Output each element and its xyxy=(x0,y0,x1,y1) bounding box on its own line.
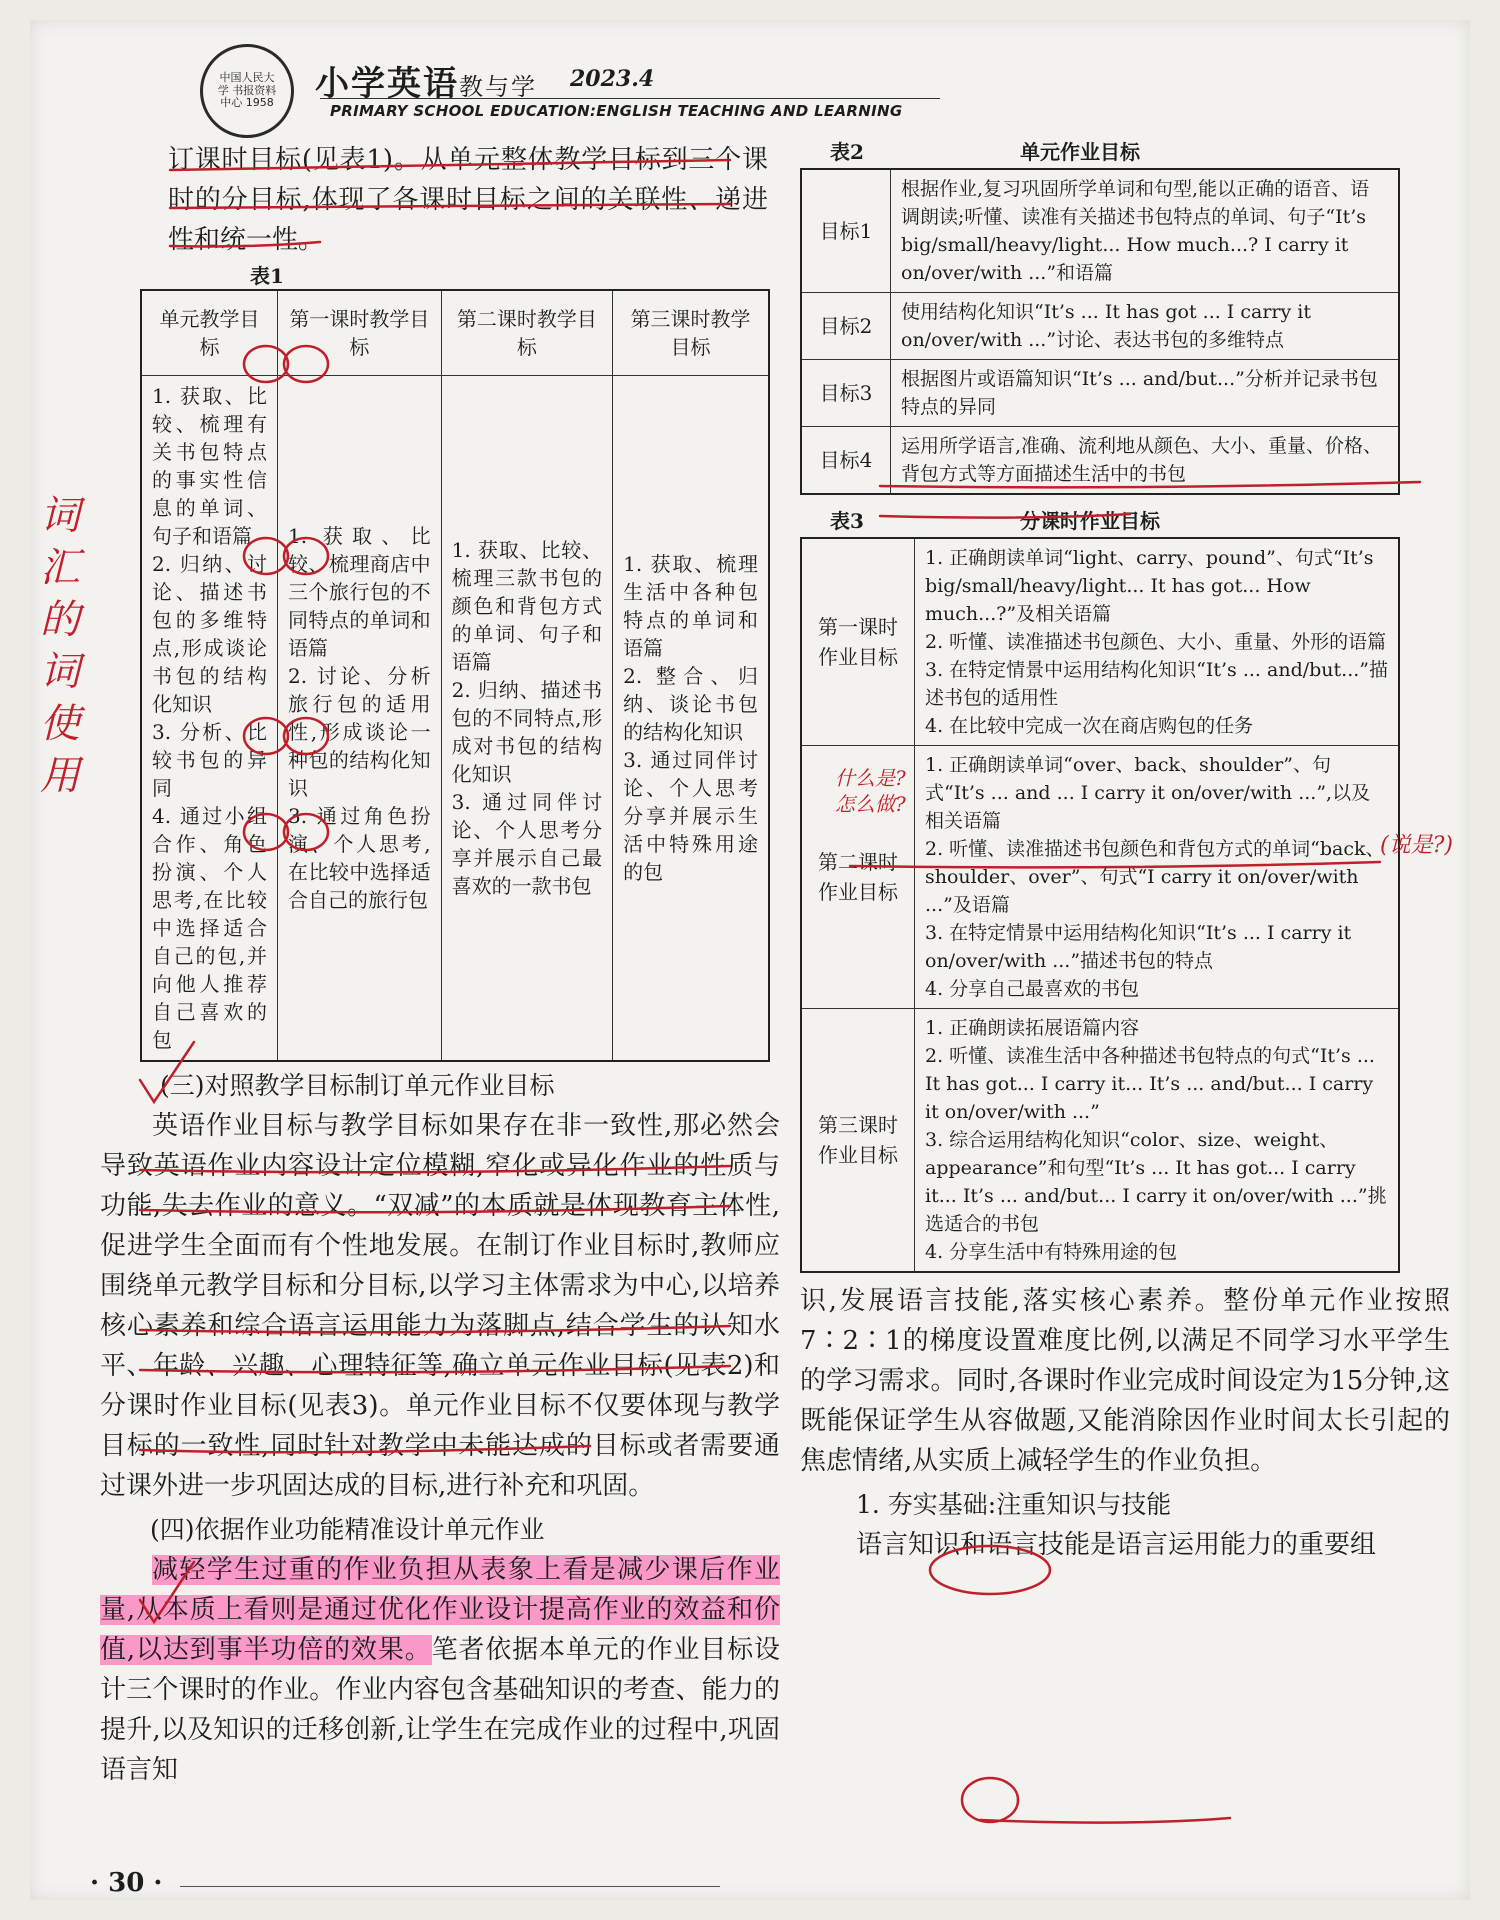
table-row xyxy=(801,293,1399,360)
logo-text: 中国人民大学 书报资料中心 1958 xyxy=(217,71,277,110)
table3-title: 分课时作业目标 xyxy=(1020,508,1160,533)
handwritten-note: 什么是?怎么做? xyxy=(835,766,906,816)
table-cell-item: 4. 分享生活中有特殊用途的包 xyxy=(925,1241,1178,1263)
table2-caption: 表2 xyxy=(830,139,864,164)
left-column xyxy=(100,140,780,1790)
table-cell-item: 3. 综合运用结构化知识“color、size、weight、appearance”和句型“It’s ... It has got... I carry it... It’s ... and/but... I carry it on/over/with ...”挑选适合的书包 xyxy=(925,1129,1387,1235)
table2-label: 目标1 xyxy=(801,169,891,293)
table-cell-item: 3. 分析、比较书包的异同 xyxy=(152,720,267,800)
table1-body-row xyxy=(141,376,769,1062)
section3-body: 英语作业目标与教学目标如果存在非一致性,那必然会导致英语作业内容设计定位模糊,窄化或异化作业的性质与功能,失去作业的意义。“双减”的本质就是体现教育主体性,促进学生全面而有个性地发展。在制订作业目标时,教师应围绕单元教学目标和分目标,以学习主体需求为中心,以培养核心素养和综合语言运用能力为落脚点,结合学生的认知水平、年龄、兴趣、心理特征等,确立单元作业目标(见表2)和分课时作业目标(见表3)。单元作业目标不仅要体现与教学目标的一致性,同时针对教学中未能达成的目标或者需要通过课外进一步巩固达成的目标,进行补充和巩固。 xyxy=(100,1111,780,1501)
table-cell-item: 3. 在特定情景中运用结构化知识“It’s ... I carry it on/over/with ...”描述书包的特点 xyxy=(925,922,1352,972)
table2-label: 目标3 xyxy=(801,360,891,427)
table-cell-item: 1. 获取、梳理生活中各种包特点的单词和语篇 xyxy=(623,552,758,660)
table-row xyxy=(801,360,1399,427)
table-cell-item: 4. 在比较中完成一次在商店购包的任务 xyxy=(925,715,1254,737)
section4-heading: (四)依据作业功能精准设计单元作业 xyxy=(150,1515,545,1544)
table1-lesson2-goals xyxy=(441,376,612,1062)
table2-label: 目标4 xyxy=(801,427,891,495)
table-row xyxy=(801,1009,1399,1273)
table-cell-item: 1. 获取、比较、梳理商店中三个旅行包的不同特点的单词和语篇 xyxy=(288,524,431,660)
pen-underline xyxy=(980,1818,1230,1823)
table-cell-item: 4. 分享自己最喜欢的书包 xyxy=(925,978,1140,1000)
section4-body xyxy=(100,1550,780,1790)
table-cell-item: 1. 获取、比较、梳理三款书包的颜色和背包方式的单词、句子和语篇 xyxy=(451,538,603,674)
table3-caption-row xyxy=(800,501,1450,537)
table3-label: 第一课时作业目标 xyxy=(801,538,915,746)
handwritten-margin-note: 词汇的词使用 xyxy=(40,493,80,799)
table-cell-item: 2. 听懂、读准生活中各种描述书包特点的句式“It’s ... It has got... I carry it... It’s ... and/but... I carry it on/over/with ...” xyxy=(925,1045,1375,1123)
table1-lesson3-goals xyxy=(613,376,769,1062)
table-cell-item: 1. 正确朗读单词“light、carry、pound”、句式“It’s big/small/heavy/light... It has got... How much...?”及相关语篇 xyxy=(925,547,1374,625)
table3-label: 第三课时作业目标 xyxy=(801,1009,915,1273)
magazine-header xyxy=(200,44,940,134)
book-page xyxy=(30,20,1470,1900)
table1-header: 第一课时教学目标 xyxy=(278,290,442,376)
table2-text: 根据图片或语篇知识“It’s ... and/but...”分析并记录书包特点的异同 xyxy=(891,360,1400,427)
table1-header: 第二课时教学目标 xyxy=(441,290,612,376)
continuation-paragraph: 识,发展语言技能,落实核心素养。整份单元作业按照7∶2∶1的梯度设置难度比例,以满足不同学习水平学生的学习需求。同时,各课时作业完成时间设定为15分钟,这既能保证学生从容做题,又能消除因作业时间太长引起的焦虑情绪,从实质上减轻学生的作业负担。 xyxy=(800,1286,1450,1476)
last-line: 语言知识和语言技能是语言运用能力的重要组 xyxy=(856,1530,1377,1560)
table-row xyxy=(801,427,1399,495)
footer-rule xyxy=(180,1886,720,1887)
table-cell-item: 2. 讨论、分析旅行包的适用性,形成谈论一种包的结构化知识 xyxy=(288,664,431,800)
table1-lesson1-goals xyxy=(278,376,442,1062)
table-cell-item: 3. 通过同伴讨论、个人思考分享并展示自己最喜欢的一款书包 xyxy=(451,790,603,898)
table-cell-item: 3. 在特定情景中运用结构化知识“It’s ... and/but...”描述书包的适用性 xyxy=(925,659,1389,709)
table-row xyxy=(801,538,1399,746)
publisher-logo xyxy=(200,44,294,138)
table-cell-item: 1. 正确朗读拓展语篇内容 xyxy=(925,1017,1140,1039)
table-cell-item: 2. 整合、归纳、谈论书包的结构化知识 xyxy=(623,664,758,744)
table-cell-item: 1. 正确朗读单词“over、back、shoulder”、句式“It’s ... and ... I carry it on/over/with ...”,以及相关语篇 xyxy=(925,754,1371,832)
table1 xyxy=(140,289,770,1062)
highlighted-text: 减轻学生过重的作业负担从表象上看是减少课后作业量,从本质上看则是通过优化作业设计提高作业的效益和价值,以达到事半功倍的效果。 xyxy=(100,1555,780,1665)
table1-header-row xyxy=(141,290,769,376)
pen-circle xyxy=(962,1778,1018,1822)
header-rule xyxy=(320,98,940,99)
table-cell-item: 4. 通过小组合作、角色扮演、个人思考,在比较中选择适合自己的包,并向他人推荐自己喜欢的包 xyxy=(152,804,267,1052)
table3 xyxy=(800,537,1400,1273)
title-suffix: 教与学 xyxy=(459,73,537,101)
issue-number: 2023.4 xyxy=(570,66,655,92)
intro-paragraph: 订课时目标(见表1)。从单元整体教学目标到三个课时的分目标,体现了各课时目标之间的关联性、递进性和统一性。 xyxy=(168,145,768,255)
table3-items xyxy=(915,538,1400,746)
title-main: 小学英语 xyxy=(315,64,459,104)
table2-text: 使用结构化知识“It’s ... It has got ... I carry it on/over/with ...”讨论、表达书包的多维特点 xyxy=(891,293,1400,360)
section4-body-rest: 笔者依据本单元的作业目标设计三个课时的作业。作业内容包含基础知识的考查、能力的提升,以及知识的迁移创新,让学生在完成作业的过程中,巩固语言知 xyxy=(100,1635,780,1785)
section3-heading: (三)对照教学目标制订单元作业目标 xyxy=(160,1071,555,1100)
table-row xyxy=(801,169,1399,293)
table-cell-item: 1. 获取、比较、梳理有关书包特点的事实性信息的单词、句子和语篇 xyxy=(152,384,267,548)
table-cell-item: 2. 归纳、描述书包的不同特点,形成对书包的结构化知识 xyxy=(451,678,603,786)
table3-label: 第二课时作业目标 xyxy=(801,746,915,1009)
table3-items xyxy=(915,1009,1400,1273)
table3-caption: 表3 xyxy=(830,508,864,533)
page-number: · 30 · xyxy=(90,1868,163,1898)
subheading: 1. 夯实基础:注重知识与技能 xyxy=(856,1490,1172,1519)
table1-header: 第三课时教学目标 xyxy=(613,290,769,376)
table1-caption: 表1 xyxy=(250,264,284,288)
right-column xyxy=(800,132,1450,1565)
table-cell-item: 2. 归纳、讨论、描述书包的多维特点,形成谈论书包的结构化知识 xyxy=(152,552,267,716)
handwritten-note: (说是?) xyxy=(1380,833,1453,858)
table2 xyxy=(800,168,1400,495)
table3-items xyxy=(915,746,1400,1009)
table-cell-item: 2. 听懂、读准描述书包颜色和背包方式的单词“back、shoulder、over”、句式“I carry it on/over/with ...”及语篇 xyxy=(925,838,1385,916)
magazine-subtitle: PRIMARY SCHOOL EDUCATION:ENGLISH TEACHING AND LEARNING xyxy=(330,102,903,120)
table1-header: 单元教学目标 xyxy=(141,290,278,376)
table2-label: 目标2 xyxy=(801,293,891,360)
table2-title: 单元作业目标 xyxy=(1020,139,1140,164)
table-cell-item: 3. 通过同伴讨论、个人思考分享并展示生活中特殊用途的包 xyxy=(623,748,758,884)
table-cell-item: 3. 通过角色扮演、个人思考,在比较中选择适合自己的旅行包 xyxy=(288,804,431,912)
table2-text: 运用所学语言,准确、流利地从颜色、大小、重量、价格、背包方式等方面描述生活中的书包 xyxy=(891,427,1400,495)
table2-text: 根据作业,复习巩固所学单词和句型,能以正确的语音、语调朗读;听懂、读准有关描述书包特点的单词、句子“It’s big/small/heavy/light... How much...? I carry it on/over/with ...”和语篇 xyxy=(891,169,1400,293)
table1-unit-goals xyxy=(141,376,278,1062)
table-cell-item: 2. 听懂、读准描述书包颜色、大小、重量、外形的语篇 xyxy=(925,631,1387,653)
table2-caption-row xyxy=(800,132,1450,168)
